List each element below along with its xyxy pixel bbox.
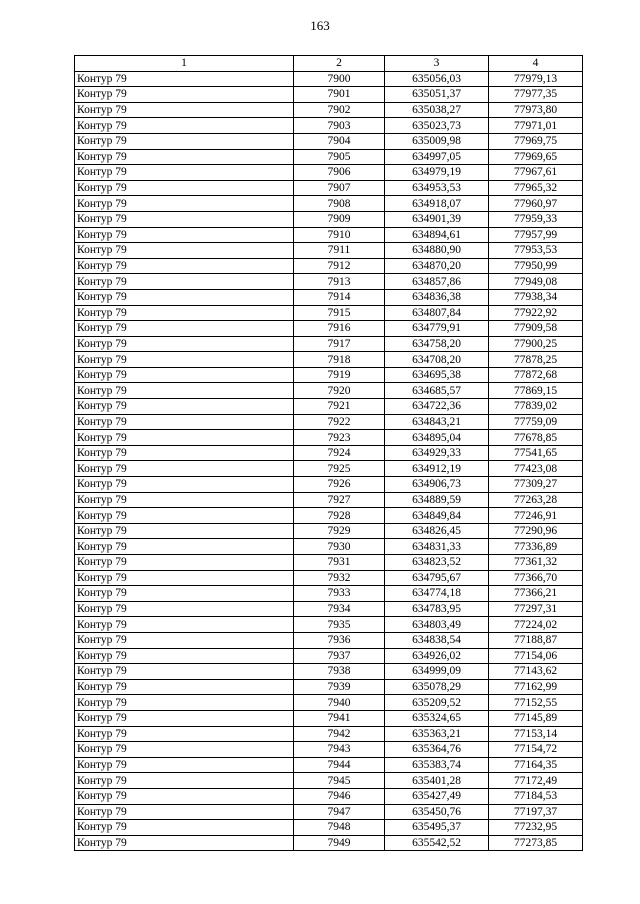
point-number-cell: 7919 xyxy=(294,367,385,383)
table-row xyxy=(75,710,583,726)
point-number-cell: 7938 xyxy=(294,664,385,680)
point-number-cell: 7907 xyxy=(294,180,385,196)
contour-name-cell: Контур 79 xyxy=(75,133,294,149)
y-coordinate-cell: 77960,97 xyxy=(489,196,583,212)
contour-name-cell: Контур 79 xyxy=(75,289,294,305)
contour-name-cell: Контур 79 xyxy=(75,445,294,461)
contour-name-cell: Контур 79 xyxy=(75,430,294,446)
contour-name-cell: Контур 79 xyxy=(75,352,294,368)
contour-name-cell: Контур 79 xyxy=(75,227,294,243)
table-row xyxy=(75,788,583,804)
table-row xyxy=(75,87,583,103)
contour-name-cell: Контур 79 xyxy=(75,632,294,648)
table-row xyxy=(75,118,583,134)
y-coordinate-cell: 77172,49 xyxy=(489,773,583,789)
y-coordinate-cell: 77953,53 xyxy=(489,243,583,259)
table-row xyxy=(75,586,583,602)
contour-name-cell: Контур 79 xyxy=(75,149,294,165)
y-coordinate-cell: 77290,96 xyxy=(489,523,583,539)
point-number-cell: 7925 xyxy=(294,461,385,477)
x-coordinate-cell: 634889,59 xyxy=(385,492,489,508)
point-number-cell: 7902 xyxy=(294,102,385,118)
point-number-cell: 7933 xyxy=(294,586,385,602)
y-coordinate-cell: 77973,80 xyxy=(489,102,583,118)
table-row xyxy=(75,508,583,524)
contour-name-cell: Контур 79 xyxy=(75,399,294,415)
point-number-cell: 7920 xyxy=(294,383,385,399)
y-coordinate-cell: 77957,99 xyxy=(489,227,583,243)
x-coordinate-cell: 634918,07 xyxy=(385,196,489,212)
contour-name-cell: Контур 79 xyxy=(75,165,294,181)
table-row xyxy=(75,243,583,259)
y-coordinate-cell: 77154,72 xyxy=(489,742,583,758)
table-row xyxy=(75,321,583,337)
table-header-row xyxy=(75,56,583,72)
contour-name-cell: Контур 79 xyxy=(75,695,294,711)
table-row xyxy=(75,742,583,758)
x-coordinate-cell: 635324,65 xyxy=(385,710,489,726)
table-row xyxy=(75,835,583,851)
point-number-cell: 7947 xyxy=(294,804,385,820)
point-number-cell: 7904 xyxy=(294,133,385,149)
y-coordinate-cell: 77273,85 xyxy=(489,835,583,851)
x-coordinate-cell: 634857,86 xyxy=(385,274,489,290)
table-row xyxy=(75,289,583,305)
point-number-cell: 7921 xyxy=(294,399,385,415)
contour-name-cell: Контур 79 xyxy=(75,477,294,493)
point-number-cell: 7905 xyxy=(294,149,385,165)
contour-name-cell: Контур 79 xyxy=(75,258,294,274)
table-row xyxy=(75,648,583,664)
x-coordinate-cell: 635401,28 xyxy=(385,773,489,789)
coordinates-table xyxy=(74,55,583,851)
point-number-cell: 7932 xyxy=(294,570,385,586)
point-number-cell: 7911 xyxy=(294,243,385,259)
x-coordinate-cell: 634774,18 xyxy=(385,586,489,602)
point-number-cell: 7926 xyxy=(294,477,385,493)
y-coordinate-cell: 77922,92 xyxy=(489,305,583,321)
y-coordinate-cell: 77950,99 xyxy=(489,258,583,274)
table-row xyxy=(75,726,583,742)
x-coordinate-cell: 634779,91 xyxy=(385,321,489,337)
table-row xyxy=(75,523,583,539)
y-coordinate-cell: 77361,32 xyxy=(489,555,583,571)
contour-name-cell: Контур 79 xyxy=(75,102,294,118)
table-row xyxy=(75,414,583,430)
y-coordinate-cell: 77959,33 xyxy=(489,211,583,227)
y-coordinate-cell: 77188,87 xyxy=(489,632,583,648)
x-coordinate-cell: 634979,19 xyxy=(385,165,489,181)
table-row xyxy=(75,695,583,711)
x-coordinate-cell: 635038,27 xyxy=(385,102,489,118)
table-row xyxy=(75,227,583,243)
x-coordinate-cell: 634929,33 xyxy=(385,445,489,461)
contour-name-cell: Контур 79 xyxy=(75,757,294,773)
point-number-cell: 7949 xyxy=(294,835,385,851)
contour-name-cell: Контур 79 xyxy=(75,321,294,337)
point-number-cell: 7914 xyxy=(294,289,385,305)
table-row xyxy=(75,570,583,586)
x-coordinate-cell: 634708,20 xyxy=(385,352,489,368)
y-coordinate-cell: 77145,89 xyxy=(489,710,583,726)
x-coordinate-cell: 634926,02 xyxy=(385,648,489,664)
y-coordinate-cell: 77969,65 xyxy=(489,149,583,165)
contour-name-cell: Контур 79 xyxy=(75,601,294,617)
x-coordinate-cell: 634695,38 xyxy=(385,367,489,383)
point-number-cell: 7901 xyxy=(294,87,385,103)
table-row xyxy=(75,679,583,695)
x-coordinate-cell: 635427,49 xyxy=(385,788,489,804)
y-coordinate-cell: 77184,53 xyxy=(489,788,583,804)
table-row xyxy=(75,773,583,789)
y-coordinate-cell: 77759,09 xyxy=(489,414,583,430)
x-coordinate-cell: 634870,20 xyxy=(385,258,489,274)
point-number-cell: 7948 xyxy=(294,820,385,836)
x-coordinate-cell: 634843,21 xyxy=(385,414,489,430)
contour-name-cell: Контур 79 xyxy=(75,180,294,196)
table-row xyxy=(75,336,583,352)
contour-name-cell: Контур 79 xyxy=(75,617,294,633)
y-coordinate-cell: 77336,89 xyxy=(489,539,583,555)
table-row xyxy=(75,617,583,633)
x-coordinate-cell: 634895,04 xyxy=(385,430,489,446)
table-row xyxy=(75,383,583,399)
y-coordinate-cell: 77164,35 xyxy=(489,757,583,773)
point-number-cell: 7909 xyxy=(294,211,385,227)
x-coordinate-cell: 635209,52 xyxy=(385,695,489,711)
y-coordinate-cell: 77872,68 xyxy=(489,367,583,383)
point-number-cell: 7910 xyxy=(294,227,385,243)
x-coordinate-cell: 635078,29 xyxy=(385,679,489,695)
contour-name-cell: Контур 79 xyxy=(75,523,294,539)
y-coordinate-cell: 77878,25 xyxy=(489,352,583,368)
y-coordinate-cell: 77366,70 xyxy=(489,570,583,586)
table-row xyxy=(75,632,583,648)
y-coordinate-cell: 77152,55 xyxy=(489,695,583,711)
contour-name-cell: Контур 79 xyxy=(75,492,294,508)
point-number-cell: 7936 xyxy=(294,632,385,648)
contour-name-cell: Контур 79 xyxy=(75,820,294,836)
table-row xyxy=(75,71,583,87)
table-row xyxy=(75,664,583,680)
y-coordinate-cell: 77153,14 xyxy=(489,726,583,742)
x-coordinate-cell: 634831,33 xyxy=(385,539,489,555)
x-coordinate-cell: 634912,19 xyxy=(385,461,489,477)
y-coordinate-cell: 77869,15 xyxy=(489,383,583,399)
x-coordinate-cell: 634826,45 xyxy=(385,523,489,539)
table-row xyxy=(75,149,583,165)
y-coordinate-cell: 77839,02 xyxy=(489,399,583,415)
point-number-cell: 7912 xyxy=(294,258,385,274)
x-coordinate-cell: 635363,21 xyxy=(385,726,489,742)
contour-name-cell: Контур 79 xyxy=(75,773,294,789)
table-row xyxy=(75,539,583,555)
point-number-cell: 7916 xyxy=(294,321,385,337)
y-coordinate-cell: 77309,27 xyxy=(489,477,583,493)
point-number-cell: 7903 xyxy=(294,118,385,134)
y-coordinate-cell: 77154,06 xyxy=(489,648,583,664)
x-coordinate-cell: 634838,54 xyxy=(385,632,489,648)
x-coordinate-cell: 635056,03 xyxy=(385,71,489,87)
point-number-cell: 7918 xyxy=(294,352,385,368)
point-number-cell: 7943 xyxy=(294,742,385,758)
contour-name-cell: Контур 79 xyxy=(75,274,294,290)
table-row xyxy=(75,305,583,321)
y-coordinate-cell: 77366,21 xyxy=(489,586,583,602)
x-coordinate-cell: 635023,73 xyxy=(385,118,489,134)
table-row xyxy=(75,492,583,508)
contour-name-cell: Контур 79 xyxy=(75,726,294,742)
contour-name-cell: Контур 79 xyxy=(75,788,294,804)
contour-name-cell: Контур 79 xyxy=(75,742,294,758)
contour-name-cell: Контур 79 xyxy=(75,196,294,212)
x-coordinate-cell: 634997,05 xyxy=(385,149,489,165)
y-coordinate-cell: 77423,08 xyxy=(489,461,583,477)
page-number: 163 xyxy=(310,18,330,33)
point-number-cell: 7900 xyxy=(294,71,385,87)
y-coordinate-cell: 77967,61 xyxy=(489,165,583,181)
x-coordinate-cell: 635051,37 xyxy=(385,87,489,103)
contour-name-cell: Контур 79 xyxy=(75,586,294,602)
y-coordinate-cell: 77979,13 xyxy=(489,71,583,87)
contour-name-cell: Контур 79 xyxy=(75,508,294,524)
x-coordinate-cell: 635364,76 xyxy=(385,742,489,758)
table-row xyxy=(75,399,583,415)
table-row xyxy=(75,430,583,446)
point-number-cell: 7928 xyxy=(294,508,385,524)
table-row xyxy=(75,601,583,617)
column-header: 3 xyxy=(385,56,489,72)
x-coordinate-cell: 634783,95 xyxy=(385,601,489,617)
table-row xyxy=(75,165,583,181)
x-coordinate-cell: 635542,52 xyxy=(385,835,489,851)
contour-name-cell: Контур 79 xyxy=(75,71,294,87)
y-coordinate-cell: 77965,32 xyxy=(489,180,583,196)
y-coordinate-cell: 77297,31 xyxy=(489,601,583,617)
y-coordinate-cell: 77541,65 xyxy=(489,445,583,461)
point-number-cell: 7944 xyxy=(294,757,385,773)
table-row xyxy=(75,102,583,118)
contour-name-cell: Контур 79 xyxy=(75,367,294,383)
y-coordinate-cell: 77263,28 xyxy=(489,492,583,508)
point-number-cell: 7935 xyxy=(294,617,385,633)
point-number-cell: 7929 xyxy=(294,523,385,539)
point-number-cell: 7923 xyxy=(294,430,385,446)
point-number-cell: 7941 xyxy=(294,710,385,726)
contour-name-cell: Контур 79 xyxy=(75,305,294,321)
column-header: 2 xyxy=(294,56,385,72)
contour-name-cell: Контур 79 xyxy=(75,539,294,555)
contour-name-cell: Контур 79 xyxy=(75,461,294,477)
point-number-cell: 7922 xyxy=(294,414,385,430)
contour-name-cell: Контур 79 xyxy=(75,243,294,259)
contour-name-cell: Контур 79 xyxy=(75,211,294,227)
contour-name-cell: Контур 79 xyxy=(75,570,294,586)
point-number-cell: 7913 xyxy=(294,274,385,290)
point-number-cell: 7945 xyxy=(294,773,385,789)
y-coordinate-cell: 77971,01 xyxy=(489,118,583,134)
y-coordinate-cell: 77162,99 xyxy=(489,679,583,695)
table-row xyxy=(75,211,583,227)
x-coordinate-cell: 634795,67 xyxy=(385,570,489,586)
x-coordinate-cell: 634901,39 xyxy=(385,211,489,227)
x-coordinate-cell: 634894,61 xyxy=(385,227,489,243)
point-number-cell: 7930 xyxy=(294,539,385,555)
table-row xyxy=(75,804,583,820)
contour-name-cell: Контур 79 xyxy=(75,679,294,695)
point-number-cell: 7915 xyxy=(294,305,385,321)
column-header: 4 xyxy=(489,56,583,72)
y-coordinate-cell: 77969,75 xyxy=(489,133,583,149)
contour-name-cell: Контур 79 xyxy=(75,804,294,820)
table-row xyxy=(75,461,583,477)
point-number-cell: 7939 xyxy=(294,679,385,695)
contour-name-cell: Контур 79 xyxy=(75,87,294,103)
point-number-cell: 7924 xyxy=(294,445,385,461)
y-coordinate-cell: 77900,25 xyxy=(489,336,583,352)
table-row xyxy=(75,555,583,571)
point-number-cell: 7934 xyxy=(294,601,385,617)
table-row xyxy=(75,445,583,461)
table-row xyxy=(75,352,583,368)
x-coordinate-cell: 634906,73 xyxy=(385,477,489,493)
x-coordinate-cell: 634758,20 xyxy=(385,336,489,352)
point-number-cell: 7927 xyxy=(294,492,385,508)
contour-name-cell: Контур 79 xyxy=(75,383,294,399)
contour-name-cell: Контур 79 xyxy=(75,414,294,430)
table-row xyxy=(75,757,583,773)
x-coordinate-cell: 635450,76 xyxy=(385,804,489,820)
contour-name-cell: Контур 79 xyxy=(75,835,294,851)
x-coordinate-cell: 634836,38 xyxy=(385,289,489,305)
y-coordinate-cell: 77949,08 xyxy=(489,274,583,290)
x-coordinate-cell: 634807,84 xyxy=(385,305,489,321)
table-row xyxy=(75,820,583,836)
point-number-cell: 7942 xyxy=(294,726,385,742)
column-header: 1 xyxy=(75,56,294,72)
contour-name-cell: Контур 79 xyxy=(75,118,294,134)
point-number-cell: 7908 xyxy=(294,196,385,212)
table-row xyxy=(75,274,583,290)
point-number-cell: 7931 xyxy=(294,555,385,571)
y-coordinate-cell: 77197,37 xyxy=(489,804,583,820)
x-coordinate-cell: 635495,37 xyxy=(385,820,489,836)
x-coordinate-cell: 634803,49 xyxy=(385,617,489,633)
x-coordinate-cell: 634880,90 xyxy=(385,243,489,259)
point-number-cell: 7940 xyxy=(294,695,385,711)
table-row xyxy=(75,133,583,149)
x-coordinate-cell: 634849,84 xyxy=(385,508,489,524)
y-coordinate-cell: 77678,85 xyxy=(489,430,583,446)
x-coordinate-cell: 634999,09 xyxy=(385,664,489,680)
x-coordinate-cell: 634722,36 xyxy=(385,399,489,415)
table-row xyxy=(75,367,583,383)
y-coordinate-cell: 77977,35 xyxy=(489,87,583,103)
contour-name-cell: Контур 79 xyxy=(75,710,294,726)
y-coordinate-cell: 77143,62 xyxy=(489,664,583,680)
y-coordinate-cell: 77938,34 xyxy=(489,289,583,305)
table-row xyxy=(75,196,583,212)
point-number-cell: 7946 xyxy=(294,788,385,804)
y-coordinate-cell: 77232,95 xyxy=(489,820,583,836)
point-number-cell: 7937 xyxy=(294,648,385,664)
point-number-cell: 7906 xyxy=(294,165,385,181)
y-coordinate-cell: 77224,02 xyxy=(489,617,583,633)
x-coordinate-cell: 634685,57 xyxy=(385,383,489,399)
contour-name-cell: Контур 79 xyxy=(75,555,294,571)
x-coordinate-cell: 635383,74 xyxy=(385,757,489,773)
y-coordinate-cell: 77246,91 xyxy=(489,508,583,524)
y-coordinate-cell: 77909,58 xyxy=(489,321,583,337)
x-coordinate-cell: 635009,98 xyxy=(385,133,489,149)
x-coordinate-cell: 634823,52 xyxy=(385,555,489,571)
table-row xyxy=(75,477,583,493)
contour-name-cell: Контур 79 xyxy=(75,664,294,680)
x-coordinate-cell: 634953,53 xyxy=(385,180,489,196)
contour-name-cell: Контур 79 xyxy=(75,336,294,352)
table-row xyxy=(75,258,583,274)
table-row xyxy=(75,180,583,196)
point-number-cell: 7917 xyxy=(294,336,385,352)
contour-name-cell: Контур 79 xyxy=(75,648,294,664)
